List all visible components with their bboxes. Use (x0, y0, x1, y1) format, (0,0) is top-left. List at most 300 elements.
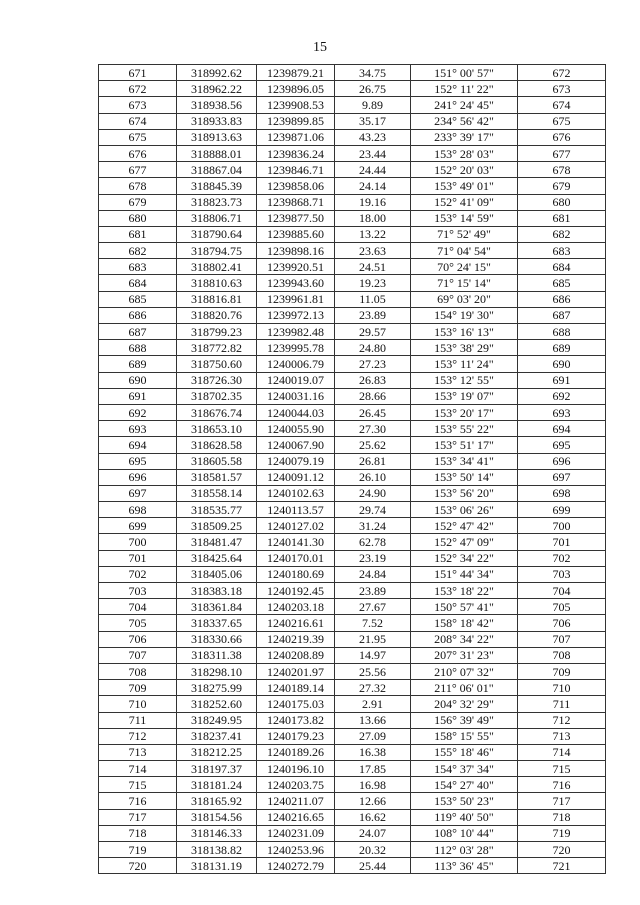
x-coordinate-cell: 318628.58 (177, 437, 257, 453)
y-coordinate-cell: 1240211.07 (257, 793, 335, 809)
distance-cell: 23.63 (335, 243, 411, 259)
distance-cell: 9.89 (335, 97, 411, 113)
point-id-cell: 718 (99, 825, 177, 841)
next-point-id-cell: 709 (518, 663, 606, 679)
table-row (99, 502, 606, 518)
table-row (99, 356, 606, 372)
y-coordinate-cell: 1239871.06 (257, 129, 335, 145)
x-coordinate-cell: 318933.83 (177, 113, 257, 129)
table-row (99, 421, 606, 437)
distance-cell: 26.10 (335, 469, 411, 485)
x-coordinate-cell: 318938.56 (177, 97, 257, 113)
y-coordinate-cell: 1239858.06 (257, 178, 335, 194)
y-coordinate-cell: 1240272.79 (257, 858, 335, 874)
table-row (99, 404, 606, 420)
next-point-id-cell: 690 (518, 356, 606, 372)
distance-cell: 26.45 (335, 404, 411, 420)
next-point-id-cell: 696 (518, 453, 606, 469)
point-id-cell: 691 (99, 388, 177, 404)
table-row (99, 275, 606, 291)
distance-cell: 62.78 (335, 534, 411, 550)
table-row (99, 518, 606, 534)
x-coordinate-cell: 318913.63 (177, 129, 257, 145)
distance-cell: 24.80 (335, 340, 411, 356)
next-point-id-cell: 674 (518, 97, 606, 113)
distance-cell: 17.85 (335, 761, 411, 777)
y-coordinate-cell: 1240219.39 (257, 631, 335, 647)
x-coordinate-cell: 318810.63 (177, 275, 257, 291)
x-coordinate-cell: 318361.84 (177, 599, 257, 615)
point-id-cell: 693 (99, 421, 177, 437)
point-id-cell: 704 (99, 599, 177, 615)
distance-cell: 25.56 (335, 663, 411, 679)
point-id-cell: 711 (99, 712, 177, 728)
point-id-cell: 694 (99, 437, 177, 453)
x-coordinate-cell: 318298.10 (177, 663, 257, 679)
x-coordinate-cell: 318820.76 (177, 307, 257, 323)
y-coordinate-cell: 1240208.89 (257, 647, 335, 663)
point-id-cell: 698 (99, 502, 177, 518)
distance-cell: 16.62 (335, 809, 411, 825)
table-row (99, 485, 606, 501)
x-coordinate-cell: 318581.57 (177, 469, 257, 485)
x-coordinate-cell: 318845.39 (177, 178, 257, 194)
y-coordinate-cell: 1240019.07 (257, 372, 335, 388)
next-point-id-cell: 700 (518, 518, 606, 534)
y-coordinate-cell: 1240192.45 (257, 583, 335, 599)
next-point-id-cell: 702 (518, 550, 606, 566)
x-coordinate-cell: 318405.06 (177, 566, 257, 582)
x-coordinate-cell: 318794.75 (177, 243, 257, 259)
table-row (99, 65, 606, 81)
next-point-id-cell: 680 (518, 194, 606, 210)
y-coordinate-cell: 1240006.79 (257, 356, 335, 372)
x-coordinate-cell: 318992.62 (177, 65, 257, 81)
distance-cell: 23.89 (335, 583, 411, 599)
y-coordinate-cell: 1239879.21 (257, 65, 335, 81)
distance-cell: 16.38 (335, 744, 411, 760)
point-id-cell: 684 (99, 275, 177, 291)
table-row (99, 259, 606, 275)
next-point-id-cell: 691 (518, 372, 606, 388)
table-row (99, 162, 606, 178)
distance-cell: 12.66 (335, 793, 411, 809)
point-id-cell: 710 (99, 696, 177, 712)
bearing-cell: 156° 39' 49" (411, 712, 518, 728)
next-point-id-cell: 714 (518, 744, 606, 760)
distance-cell: 25.44 (335, 858, 411, 874)
bearing-cell: 69° 03' 20" (411, 291, 518, 307)
bearing-cell: 153° 11' 24" (411, 356, 518, 372)
bearing-cell: 204° 32' 29" (411, 696, 518, 712)
distance-cell: 43.23 (335, 129, 411, 145)
x-coordinate-cell: 318802.41 (177, 259, 257, 275)
table-row (99, 550, 606, 566)
point-id-cell: 672 (99, 81, 177, 97)
distance-cell: 27.30 (335, 421, 411, 437)
y-coordinate-cell: 1240031.16 (257, 388, 335, 404)
y-coordinate-cell: 1239846.71 (257, 162, 335, 178)
distance-cell: 35.17 (335, 113, 411, 129)
table-row (99, 728, 606, 744)
table-row (99, 437, 606, 453)
next-point-id-cell: 713 (518, 728, 606, 744)
next-point-id-cell: 679 (518, 178, 606, 194)
x-coordinate-cell: 318330.66 (177, 631, 257, 647)
table-row (99, 243, 606, 259)
point-id-cell: 688 (99, 340, 177, 356)
bearing-cell: 233° 39' 17" (411, 129, 518, 145)
bearing-cell: 153° 49' 01" (411, 178, 518, 194)
x-coordinate-cell: 318750.60 (177, 356, 257, 372)
table-row (99, 388, 606, 404)
bearing-cell: 153° 56' 20" (411, 485, 518, 501)
table-row (99, 534, 606, 550)
bearing-cell: 154° 19' 30" (411, 307, 518, 323)
bearing-cell: 241° 24' 45" (411, 97, 518, 113)
next-point-id-cell: 685 (518, 275, 606, 291)
table-row (99, 97, 606, 113)
distance-cell: 20.32 (335, 842, 411, 858)
bearing-cell: 153° 55' 22" (411, 421, 518, 437)
point-id-cell: 678 (99, 178, 177, 194)
point-id-cell: 706 (99, 631, 177, 647)
distance-cell: 27.09 (335, 728, 411, 744)
next-point-id-cell: 678 (518, 162, 606, 178)
next-point-id-cell: 720 (518, 842, 606, 858)
y-coordinate-cell: 1239972.13 (257, 307, 335, 323)
y-coordinate-cell: 1239995.78 (257, 340, 335, 356)
next-point-id-cell: 711 (518, 696, 606, 712)
bearing-cell: 208° 34' 22" (411, 631, 518, 647)
table-row (99, 469, 606, 485)
next-point-id-cell: 712 (518, 712, 606, 728)
y-coordinate-cell: 1240201.97 (257, 663, 335, 679)
next-point-id-cell: 693 (518, 404, 606, 420)
point-id-cell: 675 (99, 129, 177, 145)
next-point-id-cell: 695 (518, 437, 606, 453)
distance-cell: 13.66 (335, 712, 411, 728)
y-coordinate-cell: 1239899.85 (257, 113, 335, 129)
next-point-id-cell: 708 (518, 647, 606, 663)
distance-cell: 26.81 (335, 453, 411, 469)
next-point-id-cell: 688 (518, 324, 606, 340)
table-row (99, 680, 606, 696)
next-point-id-cell: 705 (518, 599, 606, 615)
distance-cell: 23.44 (335, 145, 411, 161)
bearing-cell: 153° 06' 26" (411, 502, 518, 518)
point-id-cell: 682 (99, 243, 177, 259)
table-row (99, 307, 606, 323)
bearing-cell: 152° 34' 22" (411, 550, 518, 566)
next-point-id-cell: 686 (518, 291, 606, 307)
x-coordinate-cell: 318806.71 (177, 210, 257, 226)
table-row (99, 777, 606, 793)
table-row (99, 744, 606, 760)
bearing-cell: 211° 06' 01" (411, 680, 518, 696)
point-id-cell: 685 (99, 291, 177, 307)
y-coordinate-cell: 1239908.53 (257, 97, 335, 113)
table-row (99, 226, 606, 242)
x-coordinate-cell: 318425.64 (177, 550, 257, 566)
y-coordinate-cell: 1240203.75 (257, 777, 335, 793)
distance-cell: 27.67 (335, 599, 411, 615)
x-coordinate-cell: 318131.19 (177, 858, 257, 874)
distance-cell: 24.84 (335, 566, 411, 582)
bearing-cell: 152° 47' 42" (411, 518, 518, 534)
y-coordinate-cell: 1240216.65 (257, 809, 335, 825)
bearing-cell: 153° 28' 03" (411, 145, 518, 161)
bearing-cell: 71° 52' 49" (411, 226, 518, 242)
distance-cell: 19.16 (335, 194, 411, 210)
bearing-cell: 153° 38' 29" (411, 340, 518, 356)
next-point-id-cell: 719 (518, 825, 606, 841)
bearing-cell: 207° 31' 23" (411, 647, 518, 663)
y-coordinate-cell: 1239961.81 (257, 291, 335, 307)
table-row (99, 291, 606, 307)
point-id-cell: 717 (99, 809, 177, 825)
next-point-id-cell: 694 (518, 421, 606, 437)
x-coordinate-cell: 318962.22 (177, 81, 257, 97)
y-coordinate-cell: 1240113.57 (257, 502, 335, 518)
table-row (99, 825, 606, 841)
distance-cell: 21.95 (335, 631, 411, 647)
next-point-id-cell: 706 (518, 615, 606, 631)
point-id-cell: 703 (99, 583, 177, 599)
point-id-cell: 680 (99, 210, 177, 226)
table-row (99, 210, 606, 226)
x-coordinate-cell: 318867.04 (177, 162, 257, 178)
bearing-cell: 153° 19' 07" (411, 388, 518, 404)
next-point-id-cell: 689 (518, 340, 606, 356)
distance-cell: 16.98 (335, 777, 411, 793)
distance-cell: 31.24 (335, 518, 411, 534)
bearing-cell: 152° 20' 03" (411, 162, 518, 178)
point-id-cell: 674 (99, 113, 177, 129)
y-coordinate-cell: 1240170.01 (257, 550, 335, 566)
next-point-id-cell: 677 (518, 145, 606, 161)
bearing-cell: 154° 37' 34" (411, 761, 518, 777)
bearing-cell: 112° 03' 28" (411, 842, 518, 858)
point-id-cell: 696 (99, 469, 177, 485)
point-id-cell: 714 (99, 761, 177, 777)
y-coordinate-cell: 1240189.14 (257, 680, 335, 696)
table-row (99, 129, 606, 145)
x-coordinate-cell: 318888.01 (177, 145, 257, 161)
y-coordinate-cell: 1240055.90 (257, 421, 335, 437)
next-point-id-cell: 683 (518, 243, 606, 259)
next-point-id-cell: 692 (518, 388, 606, 404)
table-row (99, 842, 606, 858)
point-id-cell: 690 (99, 372, 177, 388)
distance-cell: 14.97 (335, 647, 411, 663)
x-coordinate-cell: 318605.58 (177, 453, 257, 469)
bearing-cell: 151° 00' 57" (411, 65, 518, 81)
table-row (99, 340, 606, 356)
x-coordinate-cell: 318146.33 (177, 825, 257, 841)
y-coordinate-cell: 1240179.23 (257, 728, 335, 744)
next-point-id-cell: 681 (518, 210, 606, 226)
next-point-id-cell: 710 (518, 680, 606, 696)
y-coordinate-cell: 1239885.60 (257, 226, 335, 242)
distance-cell: 27.23 (335, 356, 411, 372)
point-id-cell: 689 (99, 356, 177, 372)
point-id-cell: 708 (99, 663, 177, 679)
bearing-cell: 108° 10' 44" (411, 825, 518, 841)
bearing-cell: 119° 40' 50" (411, 809, 518, 825)
next-point-id-cell: 682 (518, 226, 606, 242)
next-point-id-cell: 699 (518, 502, 606, 518)
y-coordinate-cell: 1239868.71 (257, 194, 335, 210)
distance-cell: 29.74 (335, 502, 411, 518)
point-id-cell: 712 (99, 728, 177, 744)
x-coordinate-cell: 318275.99 (177, 680, 257, 696)
x-coordinate-cell: 318197.37 (177, 761, 257, 777)
next-point-id-cell: 673 (518, 81, 606, 97)
x-coordinate-cell: 318311.38 (177, 647, 257, 663)
distance-cell: 13.22 (335, 226, 411, 242)
distance-cell: 24.07 (335, 825, 411, 841)
table-row (99, 583, 606, 599)
table-row (99, 372, 606, 388)
point-id-cell: 716 (99, 793, 177, 809)
distance-cell: 24.90 (335, 485, 411, 501)
point-id-cell: 713 (99, 744, 177, 760)
next-point-id-cell: 698 (518, 485, 606, 501)
bearing-cell: 153° 14' 59" (411, 210, 518, 226)
table-row (99, 324, 606, 340)
point-id-cell: 692 (99, 404, 177, 420)
bearing-cell: 153° 50' 14" (411, 469, 518, 485)
distance-cell: 27.32 (335, 680, 411, 696)
point-id-cell: 700 (99, 534, 177, 550)
table-row (99, 696, 606, 712)
y-coordinate-cell: 1240196.10 (257, 761, 335, 777)
bearing-cell: 152° 47' 09" (411, 534, 518, 550)
table-row (99, 631, 606, 647)
x-coordinate-cell: 318237.41 (177, 728, 257, 744)
y-coordinate-cell: 1240231.09 (257, 825, 335, 841)
bearing-cell: 153° 18' 22" (411, 583, 518, 599)
bearing-cell: 153° 50' 23" (411, 793, 518, 809)
point-id-cell: 701 (99, 550, 177, 566)
point-id-cell: 683 (99, 259, 177, 275)
x-coordinate-cell: 318726.30 (177, 372, 257, 388)
y-coordinate-cell: 1239920.51 (257, 259, 335, 275)
distance-cell: 28.66 (335, 388, 411, 404)
distance-cell: 7.52 (335, 615, 411, 631)
point-id-cell: 699 (99, 518, 177, 534)
point-id-cell: 671 (99, 65, 177, 81)
next-point-id-cell: 684 (518, 259, 606, 275)
y-coordinate-cell: 1240079.19 (257, 453, 335, 469)
y-coordinate-cell: 1239982.48 (257, 324, 335, 340)
distance-cell: 23.89 (335, 307, 411, 323)
y-coordinate-cell: 1239943.60 (257, 275, 335, 291)
x-coordinate-cell: 318653.10 (177, 421, 257, 437)
x-coordinate-cell: 318383.18 (177, 583, 257, 599)
point-id-cell: 679 (99, 194, 177, 210)
point-id-cell: 676 (99, 145, 177, 161)
point-id-cell: 673 (99, 97, 177, 113)
x-coordinate-cell: 318481.47 (177, 534, 257, 550)
distance-cell: 24.51 (335, 259, 411, 275)
y-coordinate-cell: 1239898.16 (257, 243, 335, 259)
table-row (99, 858, 606, 874)
point-id-cell: 677 (99, 162, 177, 178)
distance-cell: 29.57 (335, 324, 411, 340)
y-coordinate-cell: 1240189.26 (257, 744, 335, 760)
next-point-id-cell: 701 (518, 534, 606, 550)
x-coordinate-cell: 318535.77 (177, 502, 257, 518)
table-row (99, 793, 606, 809)
next-point-id-cell: 718 (518, 809, 606, 825)
y-coordinate-cell: 1240173.82 (257, 712, 335, 728)
y-coordinate-cell: 1240253.96 (257, 842, 335, 858)
bearing-cell: 70° 24' 15" (411, 259, 518, 275)
table-row (99, 178, 606, 194)
bearing-cell: 158° 18' 42" (411, 615, 518, 631)
next-point-id-cell: 703 (518, 566, 606, 582)
y-coordinate-cell: 1239896.05 (257, 81, 335, 97)
y-coordinate-cell: 1240127.02 (257, 518, 335, 534)
next-point-id-cell: 717 (518, 793, 606, 809)
distance-cell: 24.44 (335, 162, 411, 178)
x-coordinate-cell: 318138.82 (177, 842, 257, 858)
table-row (99, 615, 606, 631)
next-point-id-cell: 704 (518, 583, 606, 599)
x-coordinate-cell: 318337.65 (177, 615, 257, 631)
point-id-cell: 686 (99, 307, 177, 323)
point-id-cell: 707 (99, 647, 177, 663)
point-id-cell: 715 (99, 777, 177, 793)
table-row (99, 81, 606, 97)
point-id-cell: 720 (99, 858, 177, 874)
x-coordinate-cell: 318165.92 (177, 793, 257, 809)
x-coordinate-cell: 318702.35 (177, 388, 257, 404)
x-coordinate-cell: 318509.25 (177, 518, 257, 534)
distance-cell: 24.14 (335, 178, 411, 194)
table-row (99, 194, 606, 210)
table-row (99, 453, 606, 469)
next-point-id-cell: 707 (518, 631, 606, 647)
y-coordinate-cell: 1240102.63 (257, 485, 335, 501)
table-row (99, 712, 606, 728)
bearing-cell: 153° 51' 17" (411, 437, 518, 453)
bearing-cell: 153° 12' 55" (411, 372, 518, 388)
bearing-cell: 152° 41' 09" (411, 194, 518, 210)
table-row (99, 647, 606, 663)
next-point-id-cell: 676 (518, 129, 606, 145)
next-point-id-cell: 721 (518, 858, 606, 874)
table-row (99, 809, 606, 825)
y-coordinate-cell: 1240067.90 (257, 437, 335, 453)
distance-cell: 26.75 (335, 81, 411, 97)
table-row (99, 761, 606, 777)
distance-cell: 23.19 (335, 550, 411, 566)
table-row (99, 113, 606, 129)
distance-cell: 25.62 (335, 437, 411, 453)
point-id-cell: 702 (99, 566, 177, 582)
next-point-id-cell: 716 (518, 777, 606, 793)
x-coordinate-cell: 318558.14 (177, 485, 257, 501)
x-coordinate-cell: 318799.23 (177, 324, 257, 340)
y-coordinate-cell: 1240044.03 (257, 404, 335, 420)
y-coordinate-cell: 1240175.03 (257, 696, 335, 712)
y-coordinate-cell: 1240180.69 (257, 566, 335, 582)
point-id-cell: 697 (99, 485, 177, 501)
x-coordinate-cell: 318154.56 (177, 809, 257, 825)
